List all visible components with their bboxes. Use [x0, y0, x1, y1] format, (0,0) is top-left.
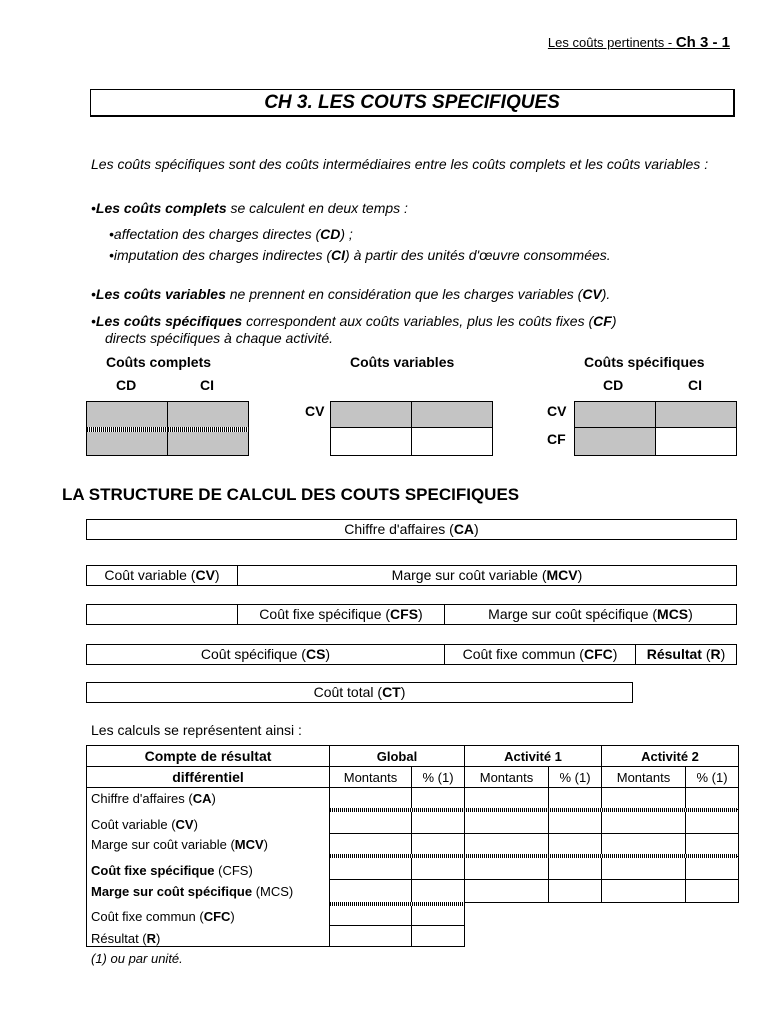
col-montants: Montants	[330, 767, 412, 788]
subbullet-affectation: •affectation des charges directes (CD) ;	[109, 226, 353, 242]
intro-paragraph: Les coûts spécifiques sont des coûts intermédiaires entre les coûts complets et les coûts variables :	[91, 156, 709, 172]
struct-empty-left	[86, 604, 238, 625]
struct-cs: Coût spécifique (CS)	[86, 644, 445, 665]
struct-ct: Coût total (CT)	[86, 682, 633, 703]
page-header	[548, 34, 730, 51]
section-title: LA STRUCTURE DE CALCUL DES COUTS SPECIFIQUES	[62, 485, 520, 504]
label-cd-2: CD	[603, 377, 624, 393]
specifiques-cf-cd	[574, 427, 656, 456]
struct-r: Résultat (R)	[635, 644, 737, 665]
col-montants: Montants	[465, 767, 549, 788]
struct-cv: Coût variable (CV)	[86, 565, 238, 586]
row-cfc: Coût fixe commun (CFC)	[91, 909, 235, 924]
row-cv: Coût variable (CV)	[91, 817, 198, 832]
variables-empty-cd	[330, 427, 412, 456]
struct-mcs: Marge sur coût spécifique (MCS)	[444, 604, 737, 625]
bullet-couts-specifiques: •Les coûts spécifiques correspondent aux coûts variables, plus les coûts fixes (CF)	[91, 313, 617, 329]
variables-cv-cd	[330, 401, 412, 428]
table-head-differentiel: différentiel	[87, 767, 330, 788]
label-couts-complets: Coûts complets	[106, 354, 212, 370]
bullet-couts-specifiques-line2: directs spécifiques à chaque activité.	[105, 330, 334, 346]
label-cv-1: CV	[305, 403, 325, 419]
calc-intro: Les calculs se représentent ainsi :	[91, 722, 302, 738]
label-couts-specifiques: Coûts spécifiques	[584, 354, 705, 370]
table-head-act1: Activité 1	[465, 746, 602, 767]
struct-ca: Chiffre d'affaires (CA)	[86, 519, 737, 540]
row-r: Résultat (R)	[91, 931, 161, 946]
row-mcs: Marge sur coût spécifique (MCS)	[91, 884, 294, 899]
struct-cfs: Coût fixe spécifique (CFS)	[237, 604, 445, 625]
variables-cv-ci	[411, 401, 493, 428]
label-ci-2: CI	[688, 377, 702, 393]
header-course: Les coûts pertinents -	[547, 35, 676, 50]
specifiques-cf-ci	[655, 427, 737, 456]
row-cfs: Coût fixe spécifique (CFS)	[91, 863, 253, 878]
label-cv-2: CV	[547, 403, 567, 419]
page-title: CH 3. LES COUTS SPECIFIQUES	[90, 89, 735, 117]
col-pct: % (1)	[412, 767, 465, 788]
header-chapter: Ch 3 - 1	[675, 34, 730, 51]
specifiques-cv-ci	[655, 401, 737, 428]
col-pct: % (1)	[686, 767, 739, 788]
complets-ci-cell	[167, 401, 249, 456]
bullet-couts-variables: •Les coûts variables ne prennent en considération que les charges variables (CV).	[91, 286, 611, 302]
label-cd-1: CD	[116, 377, 137, 393]
col-pct: % (1)	[549, 767, 602, 788]
struct-cfc: Coût fixe commun (CFC)	[444, 644, 636, 665]
label-couts-variables: Coûts variables	[350, 354, 455, 370]
hatch-after-mcs	[330, 902, 465, 906]
bullet-couts-complets: •Les coûts complets se calculent en deux temps :	[91, 200, 408, 216]
specifiques-cv-cd	[574, 401, 656, 428]
row-mcv: Marge sur coût variable (MCV)	[91, 837, 269, 852]
variables-empty-ci	[411, 427, 493, 456]
col-montants: Montants	[602, 767, 686, 788]
row-ca: Chiffre d'affaires (CA)	[91, 791, 216, 806]
hatch-after-ca	[330, 808, 737, 812]
table-head-compte: Compte de résultat	[87, 746, 330, 767]
table-head-global: Global	[330, 746, 465, 767]
footnote: (1) ou par unité.	[91, 951, 183, 966]
label-ci-1: CI	[200, 377, 214, 393]
table-head-act2: Activité 2	[602, 746, 739, 767]
complets-cd-cell	[86, 401, 168, 456]
hatch-after-mcv	[330, 854, 737, 858]
struct-mcv: Marge sur coût variable (MCV)	[237, 565, 737, 586]
subbullet-imputation: •imputation des charges indirectes (CI) à partir des unités d'œuvre consommées.	[109, 247, 611, 263]
label-cf: CF	[547, 431, 566, 447]
